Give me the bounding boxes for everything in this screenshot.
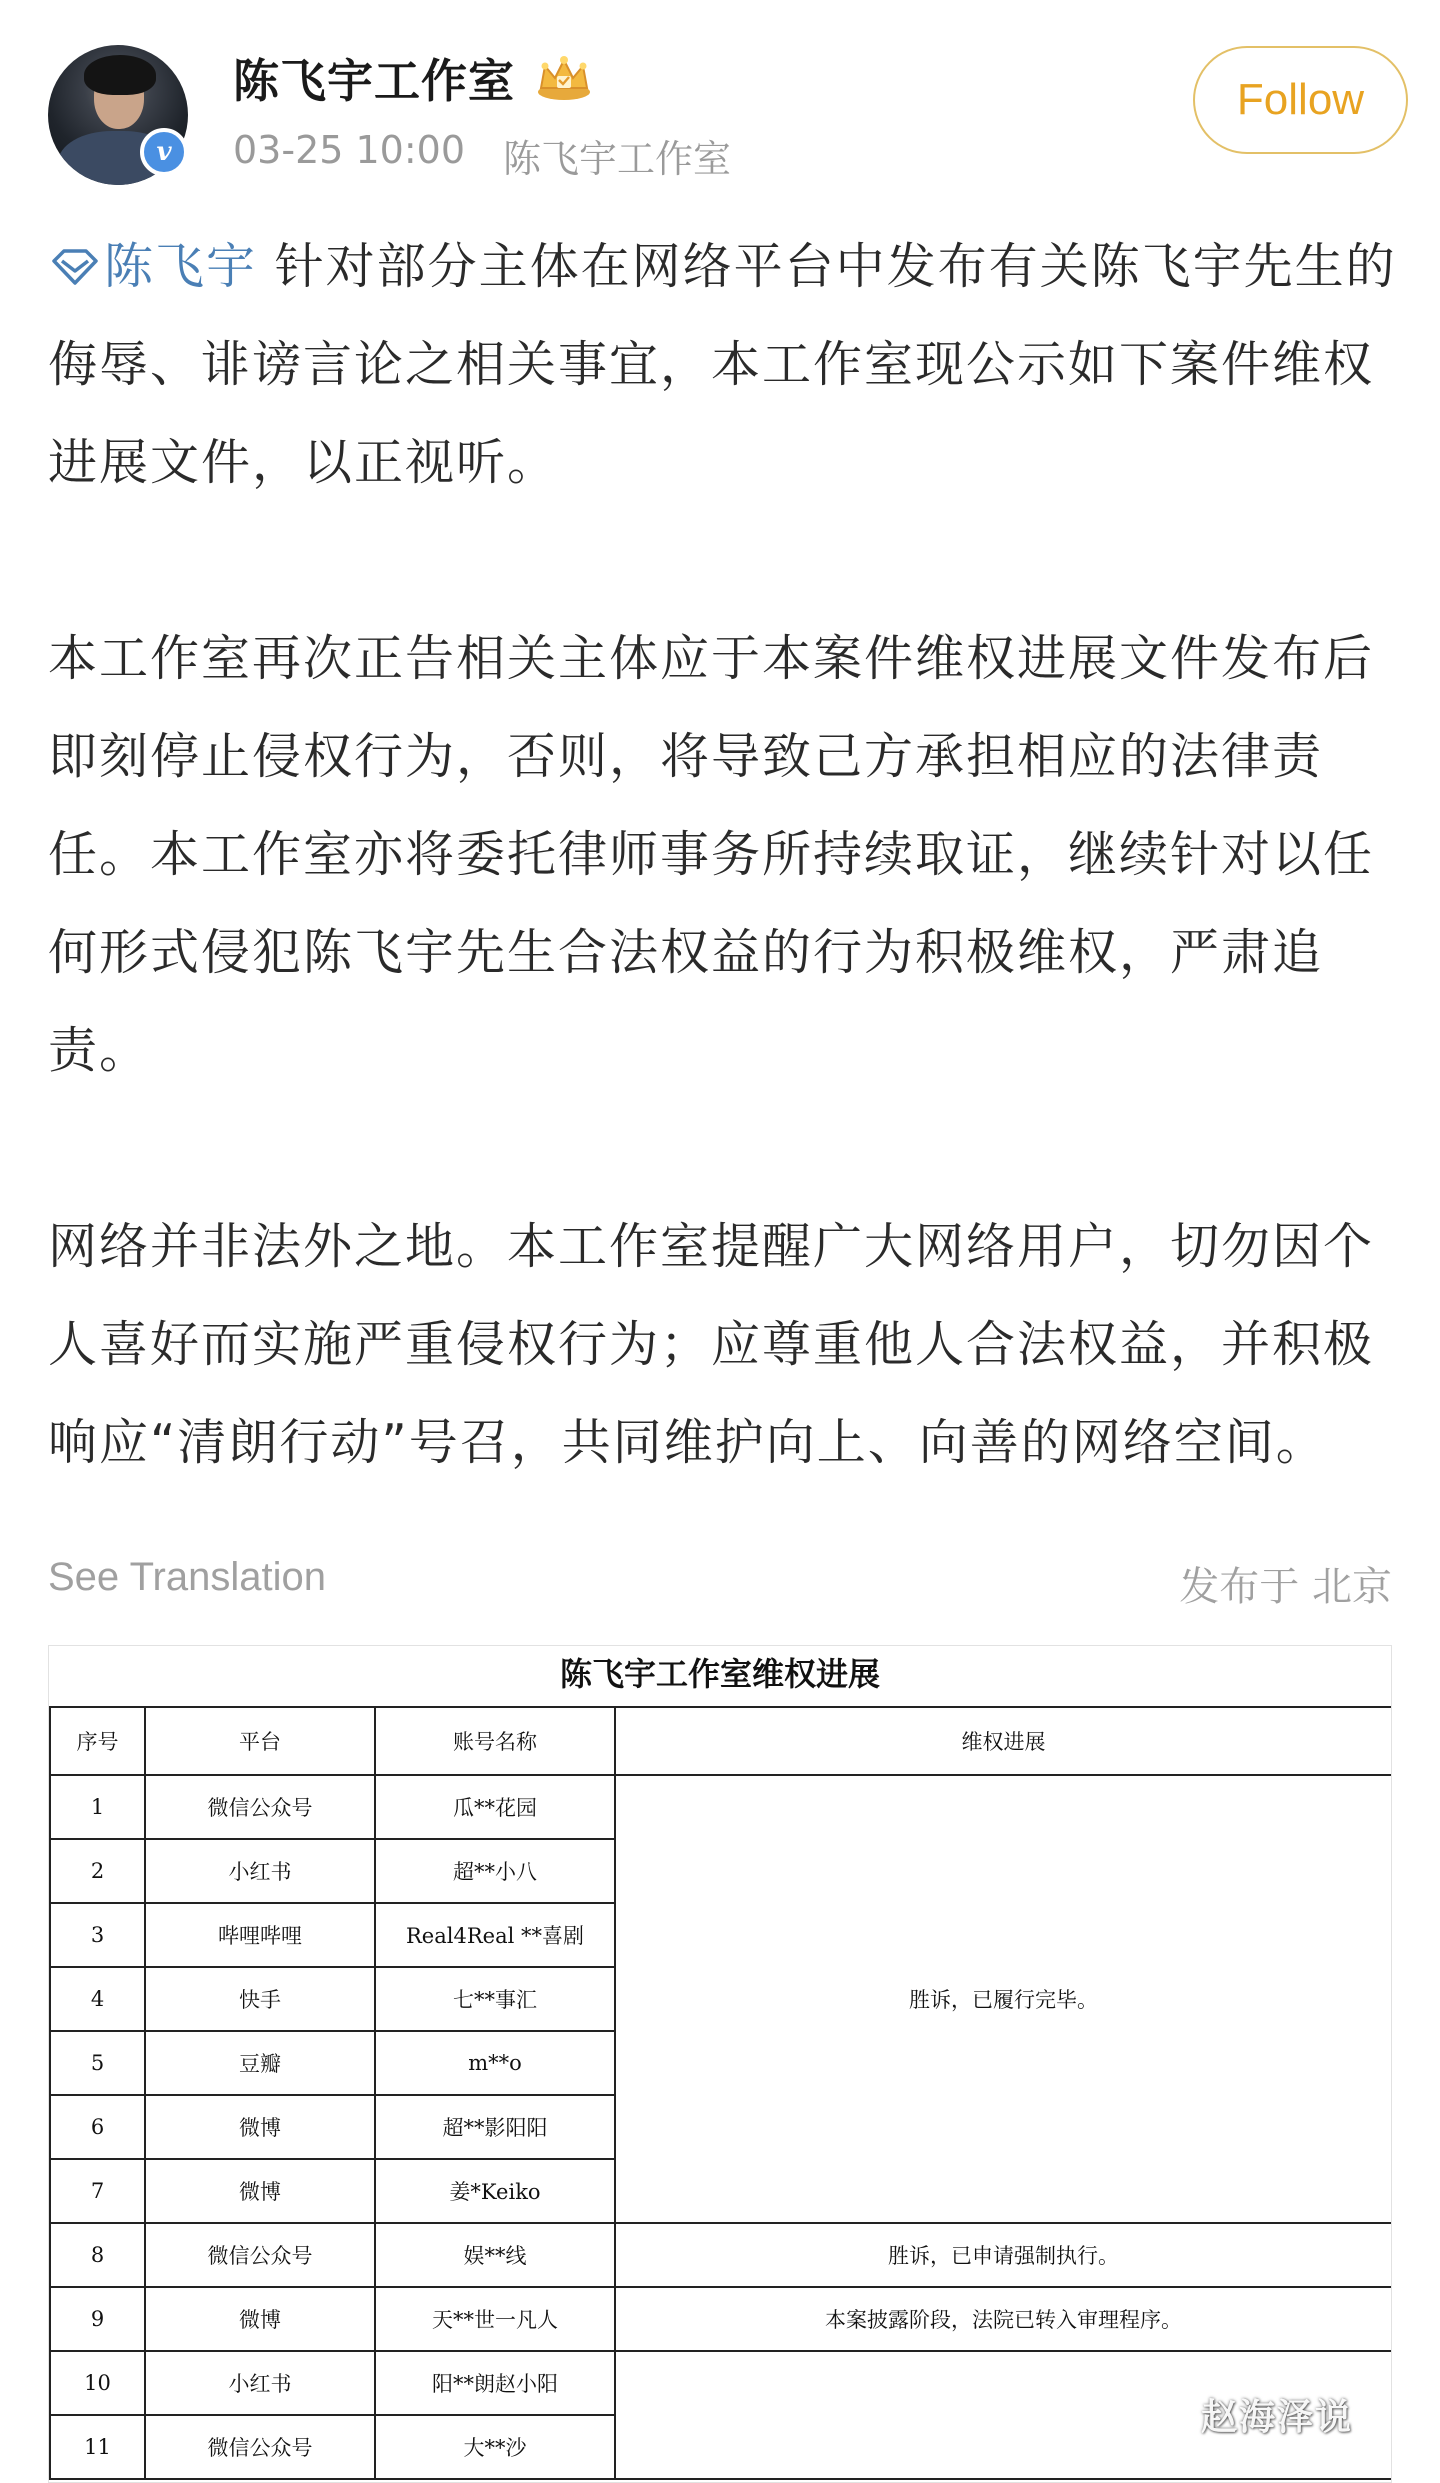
table-row <box>50 2351 1392 2415</box>
row-number: 2 <box>50 1839 145 1903</box>
row-account: 娱**线 <box>375 2223 615 2287</box>
post-paragraph-1 <box>48 218 1403 512</box>
row-account: 大**沙 <box>375 2415 615 2479</box>
row-platform: 豆瓣 <box>145 2031 375 2095</box>
row-progress: 胜诉，已申请强制执行。 <box>615 2223 1392 2287</box>
row-account: 瓜**花园 <box>375 1775 615 1839</box>
watermark-text: 赵海泽说 <box>1200 2397 1353 2438</box>
row-platform: 微博 <box>145 2287 375 2351</box>
header-cell: 平台 <box>145 1707 375 1775</box>
post-source: 陈飞宇工作室 <box>503 137 732 181</box>
row-number: 11 <box>50 2415 145 2479</box>
attached-document-image[interactable] <box>48 1645 1392 2483</box>
diamond-icon <box>48 247 102 287</box>
table-row <box>50 2223 1392 2287</box>
row-platform: 微信公众号 <box>145 1775 375 1839</box>
crown-badge-icon <box>533 54 595 102</box>
row-platform: 快手 <box>145 1967 375 2031</box>
post-paragraph-3: 网络并非法外之地。本工作室提醒广大网络用户，切勿因个人喜好而实施严重侵权行为；应尊重他人合法权益，并积极响应“清朗行动”号召，共同维护向上、向善的网络空间。 <box>48 1218 1375 1471</box>
table-header-row <box>50 1707 1392 1775</box>
row-platform: 微博 <box>145 2159 375 2223</box>
mention-name: 陈飞宇 <box>104 238 258 295</box>
row-progress: 胜诉，已履行完毕。 <box>615 1775 1392 2223</box>
row-account: 超**小八 <box>375 1839 615 1903</box>
name-row <box>233 48 595 108</box>
row-number: 8 <box>50 2223 145 2287</box>
row-number: 10 <box>50 2351 145 2415</box>
row-number: 6 <box>50 2095 145 2159</box>
row-account: 阳**朗赵小阳 <box>375 2351 615 2415</box>
avatar-hair <box>84 55 156 95</box>
row-account: 姜*Keiko <box>375 2159 615 2223</box>
mention-link[interactable] <box>48 238 257 295</box>
paragraph-1-text: 针对部分主体在网络平台中发布有关陈飞宇先生的侮辱、诽谤言论之相关事宜，本工作室现公示如下案件维权进展文件，以正视听。 <box>48 238 1397 491</box>
row-platform: 微信公众号 <box>145 2415 375 2479</box>
row-account: m**o <box>375 2031 615 2095</box>
verified-badge-icon: v <box>140 128 188 176</box>
row-platform: 小红书 <box>145 2351 375 2415</box>
rights-progress-table <box>49 1706 1392 2480</box>
see-translation-link[interactable]: See Translation <box>48 1555 326 1599</box>
row-account: 七**事汇 <box>375 1967 615 2031</box>
row-number: 7 <box>50 2159 145 2223</box>
post-body <box>48 218 1403 1492</box>
row-number: 5 <box>50 2031 145 2095</box>
row-platform: 微信公众号 <box>145 2223 375 2287</box>
row-number: 4 <box>50 1967 145 2031</box>
document-title: 陈飞宇工作室维权进展 <box>559 1655 880 1693</box>
row-number: 9 <box>50 2287 145 2351</box>
row-progress: 本案披露阶段，法院已转入审理程序。 <box>615 2287 1392 2351</box>
row-account: 超**影阳阳 <box>375 2095 615 2159</box>
row-account: 天**世一凡人 <box>375 2287 615 2351</box>
row-platform: 微博 <box>145 2095 375 2159</box>
header-cell: 维权进展 <box>615 1707 1392 1775</box>
row-account: Real4Real **喜剧 <box>375 1903 615 1967</box>
row-platform: 哔哩哔哩 <box>145 1903 375 1967</box>
follow-button[interactable]: Follow <box>1193 46 1408 154</box>
header-cell: 账号名称 <box>375 1707 615 1775</box>
row-number: 3 <box>50 1903 145 1967</box>
table-row <box>50 1775 1392 1839</box>
post-timestamp: 03-25 10:00 <box>233 128 466 172</box>
post-paragraph-2: 本工作室再次正告相关主体应于本案件维权进展文件发布后即刻停止侵权行为，否则，将导致己方承担相应的法律责任。本工作室亦将委托律师事务所持续取证，继续针对以任何形式侵犯陈飞宇先生合法权益的行为积极维权，严肃追责。 <box>48 630 1375 1079</box>
author-name[interactable]: 陈飞宇工作室 <box>233 54 515 108</box>
row-number: 1 <box>50 1775 145 1839</box>
post-header <box>48 40 1408 190</box>
row-platform: 小红书 <box>145 1839 375 1903</box>
table-row <box>50 2287 1392 2351</box>
header-cell: 序号 <box>50 1707 145 1775</box>
post-meta <box>233 128 731 183</box>
post-location: 发布于 北京 <box>1179 1564 1392 1610</box>
